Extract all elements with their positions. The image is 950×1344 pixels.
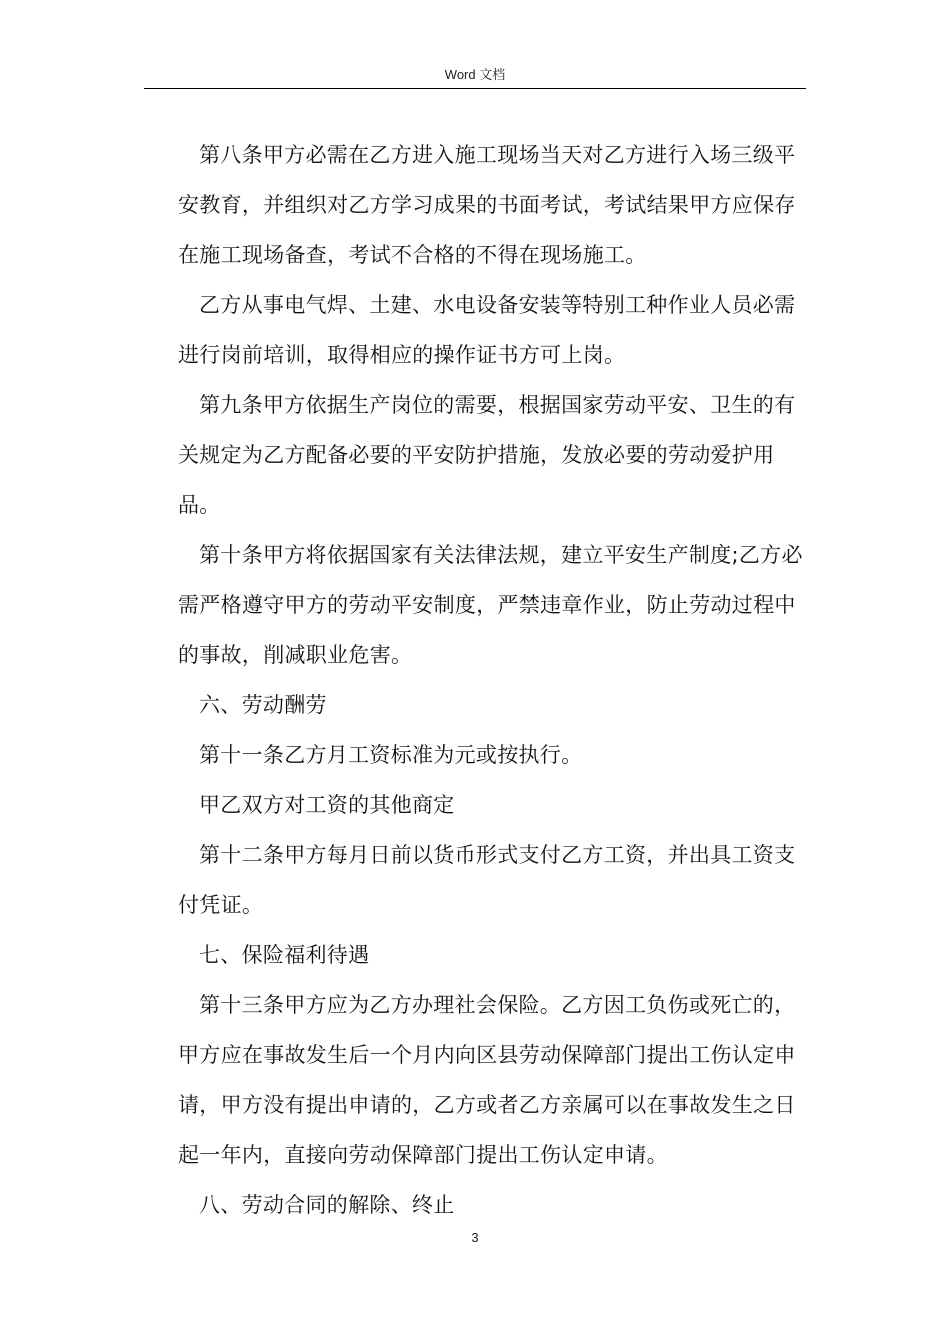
section-heading-insurance: 七、保险福利待遇 <box>199 943 370 967</box>
section-heading-remuneration: 六、劳动酬劳 <box>199 693 327 717</box>
header-divider <box>144 88 806 89</box>
paragraph-article-11: 第十一条乙方月工资标准为元或按执行。 <box>199 743 583 767</box>
paragraph-article-12: 第十二条甲方每月日前以货币形式支付乙方工资，并出具工资支付凭证。 <box>178 843 796 917</box>
paragraph-article-10: 第十条甲方将依据国家有关法律法规，建立平安生产制度;乙方必需严格遵守甲方的劳动平安制度，严禁违章作业，防止劳动过程中的事故，削减职业危害。 <box>178 543 803 667</box>
page-number: 3 <box>471 1230 479 1245</box>
paragraph-wage-agreement: 甲乙双方对工资的其他商定 <box>199 793 455 817</box>
paragraph-article-13: 第十三条甲方应为乙方办理社会保险。乙方因工负伤或死亡的，甲方应在事故发生后一个月内向区县劳动保障部门提出工伤认定申请，甲方没有提出申请的，乙方或者乙方亲属可以在事故发生之日起一年内，直接向劳动保障部门提出工伤认定申请。 <box>178 993 796 1167</box>
document-body <box>178 130 808 1230</box>
paragraph-special-workers: 乙方从事电气焊、土建、水电设备安装等特别工种作业人员必需进行岗前培训，取得相应的操作证书方可上岗。 <box>178 293 796 367</box>
page-header: Word 文档 <box>444 67 506 82</box>
paragraph-article-9: 第九条甲方依据生产岗位的需要，根据国家劳动平安、卫生的有关规定为乙方配备必要的平安防护措施，发放必要的劳动爱护用品。 <box>178 393 796 517</box>
paragraph-article-8: 第八条甲方必需在乙方进入施工现场当天对乙方进行入场三级平安教育，并组织对乙方学习成果的书面考试，考试结果甲方应保存在施工现场备查，考试不合格的不得在现场施工。 <box>178 143 796 267</box>
section-heading-termination: 八、劳动合同的解除、终止 <box>199 1193 455 1217</box>
